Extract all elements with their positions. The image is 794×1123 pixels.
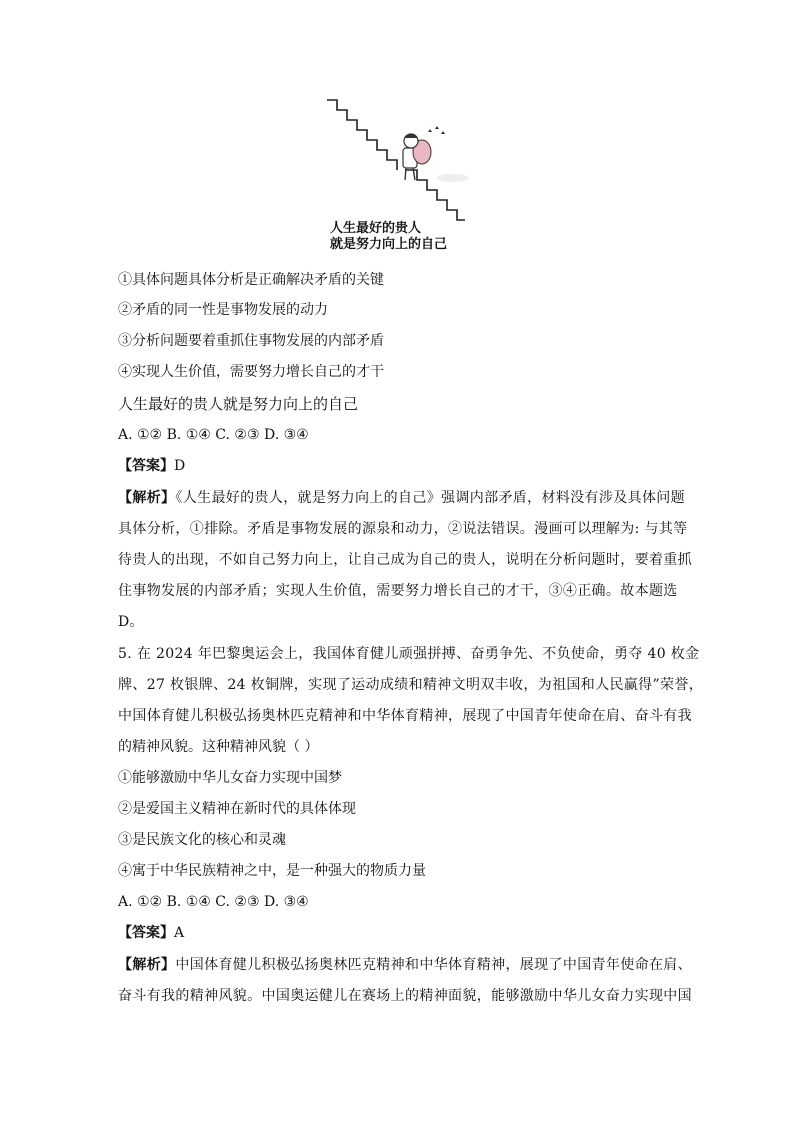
q5-stem-line-2: 牌、27 枚银牌、24 枚铜牌，实现了运动成绩和精神文明双丰收，为祖国和人民赢得”荣誉， [118,677,704,693]
q5-analysis-line-1 [118,955,692,975]
cartoon-caption [330,221,470,253]
q5-stem-line-4: 的精神风貌。这种精神风貌（ ） [118,739,319,755]
q4-analysis-line-5: D。 [118,614,144,630]
q5-answer [118,923,184,943]
q4-analysis-line-1 [118,488,685,508]
q4-option-1: ①具体问题具体分析是正确解决矛盾的关键 [118,272,384,288]
staircase-cartoon [325,96,475,226]
q5-option-3: ③是民族文化的核心和灵魂 [118,832,286,848]
caption-line-1: 人生最好的贵人 [330,221,422,236]
q5-option-2: ②是爱国主义精神在新时代的具体体现 [118,801,356,817]
q4-analysis-line-2: 具体分析，①排除。矛盾是事物发展的源泉和动力，②说法错误。漫画可以理解为: 与其等 [118,521,688,537]
q5-stem-line-1: 5. 在 2024 年巴黎奥运会上，我国体育健儿顽强拼搏、奋勇争先、不负使命，勇夺 40 枚金 [118,646,700,662]
q4-option-2: ②矛盾的同一性是事物发展的动力 [118,302,328,318]
q4-answer-value: D [174,458,186,474]
q5-answer-label: 【答案】 [118,925,174,941]
q4-choices: A. ①② B. ①④ C. ②③ D. ③④ [118,427,309,443]
q5-choices: A. ①② B. ①④ C. ②③ D. ③④ [118,894,309,910]
q4-analysis-label: 【解析】 [118,490,176,506]
q4-answer-label: 【答案】 [118,458,174,474]
caption-line-2: 就是努力向上的自己 [330,237,448,252]
q4-caption-text: 人生最好的贵人就是努力向上的自己 [118,395,359,413]
q4-option-3: ③分析问题要着重抓住事物发展的内部矛盾 [118,333,384,349]
q4-analysis-line-4: 住事物发展的内部矛盾；实现人生价值，需要努力增长自己的才干，③④正确。故本题选 [118,583,678,599]
q5-analysis-text-1: 中国体育健儿积极弘扬奥林匹克精神和中华体育精神，展现了中国青年使命在肩、 [175,957,693,973]
q5-analysis-label: 【解析】 [118,957,176,973]
q4-analysis-text-1: 《人生最好的贵人，就是努力向上的自己》强调内部矛盾，材料没有涉及具体问题 [175,490,686,506]
q4-answer [118,456,185,476]
q4-option-4: ④实现人生价值，需要努力增长自己的才干 [118,364,384,380]
q4-analysis-line-3: 待贵人的出现，不如自己努力向上，让自己成为自己的贵人，说明在分析问题时，要着重抓 [118,552,692,568]
q5-option-4: ④寓于中华民族精神之中，是一种强大的物质力量 [118,863,426,879]
q5-analysis-line-2: 奋斗有我的精神风貌。中国奥运健儿在赛场上的精神面貌，能够激励中华儿女奋力实现中国 [118,988,692,1004]
q5-option-1: ①能够激励中华儿女奋力实现中国梦 [118,770,342,786]
q5-answer-value: A [174,925,185,941]
q5-stem-line-3: 中国体育健儿积极弘扬奥林匹克精神和中华体育精神，展现了中国青年使命在肩、奋斗有我 [118,708,692,724]
